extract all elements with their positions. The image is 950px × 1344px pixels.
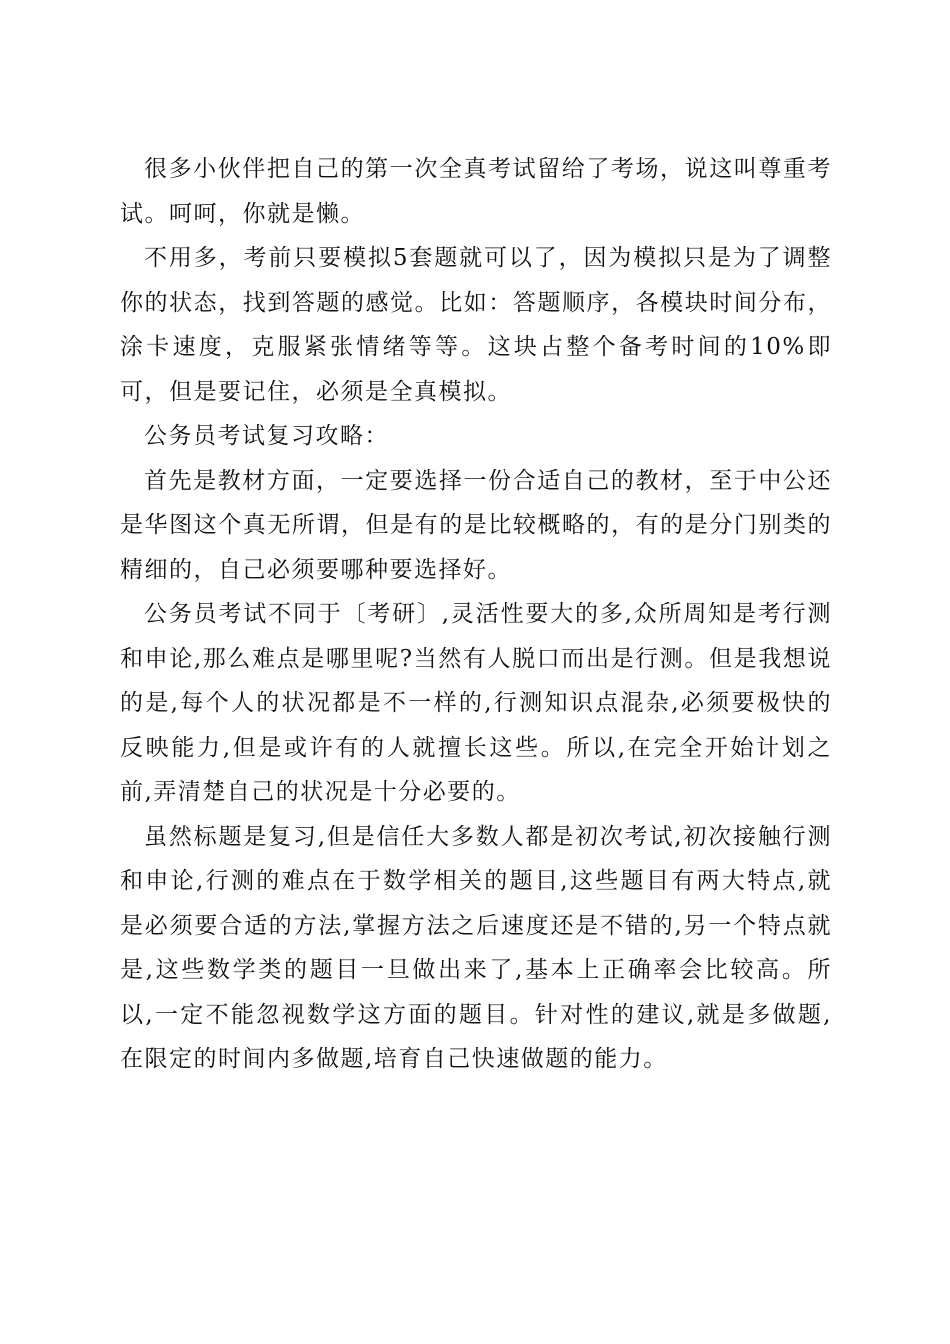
paragraph-section-heading: 公务员考试复习攻略：	[144, 423, 389, 449]
paragraph-mock-exam-advice: 不用多，考前只要模拟5套题就可以了，因为模拟只是为了调整你的状态，找到答题的感觉。比如：答题顺序，各模块时间分布，涂卡速度，克服紧张情绪等等。这块占整个备考时间的10%即可，但是要记住，必须是全真模拟。	[120, 245, 832, 405]
paragraph-textbook-choice: 首先是教材方面，一定要选择一份合适自己的教材，至于中公还是华图这个真无所谓，但是有的是比较概略的，有的是分门别类的精细的，自己必须要哪种要选择好。	[120, 467, 832, 583]
paragraph-math-practice: 虽然标题是复习,但是信任大多数人都是初次考试,初次接触行测和申论,行测的难点在于数学相关的题目,这些题目有两大特点,就是必须要合适的方法,掌握方法之后速度还是不错的,另一个特点就是,这些数学类的题目一旦做出来了,基本上正确率会比较高。所以,一定不能忽视数学这方面的题目。针对性的建议,就是多做题,在限定的时间内多做题,培育自己快速做题的能力。	[120, 823, 832, 1072]
paragraph-exam-difficulty: 公务员考试不同于〔考研〕,灵活性要大的多,众所周知是考行测和申论,那么难点是哪里呢?当然有人脱口而出是行测。但是我想说的是,每个人的状况都是不一样的,行测知识点混杂,必须要极快的反映能力,但是或许有的人就擅长这些。所以,在完全开始计划之前,弄清楚自己的状况是十分必要的。	[120, 601, 832, 805]
paragraph-mock-exam-intro: 很多小伙伴把自己的第一次全真考试留给了考场，说这叫尊重考试。呵呵，你就是懒。	[120, 156, 832, 227]
document-body	[120, 147, 832, 1082]
